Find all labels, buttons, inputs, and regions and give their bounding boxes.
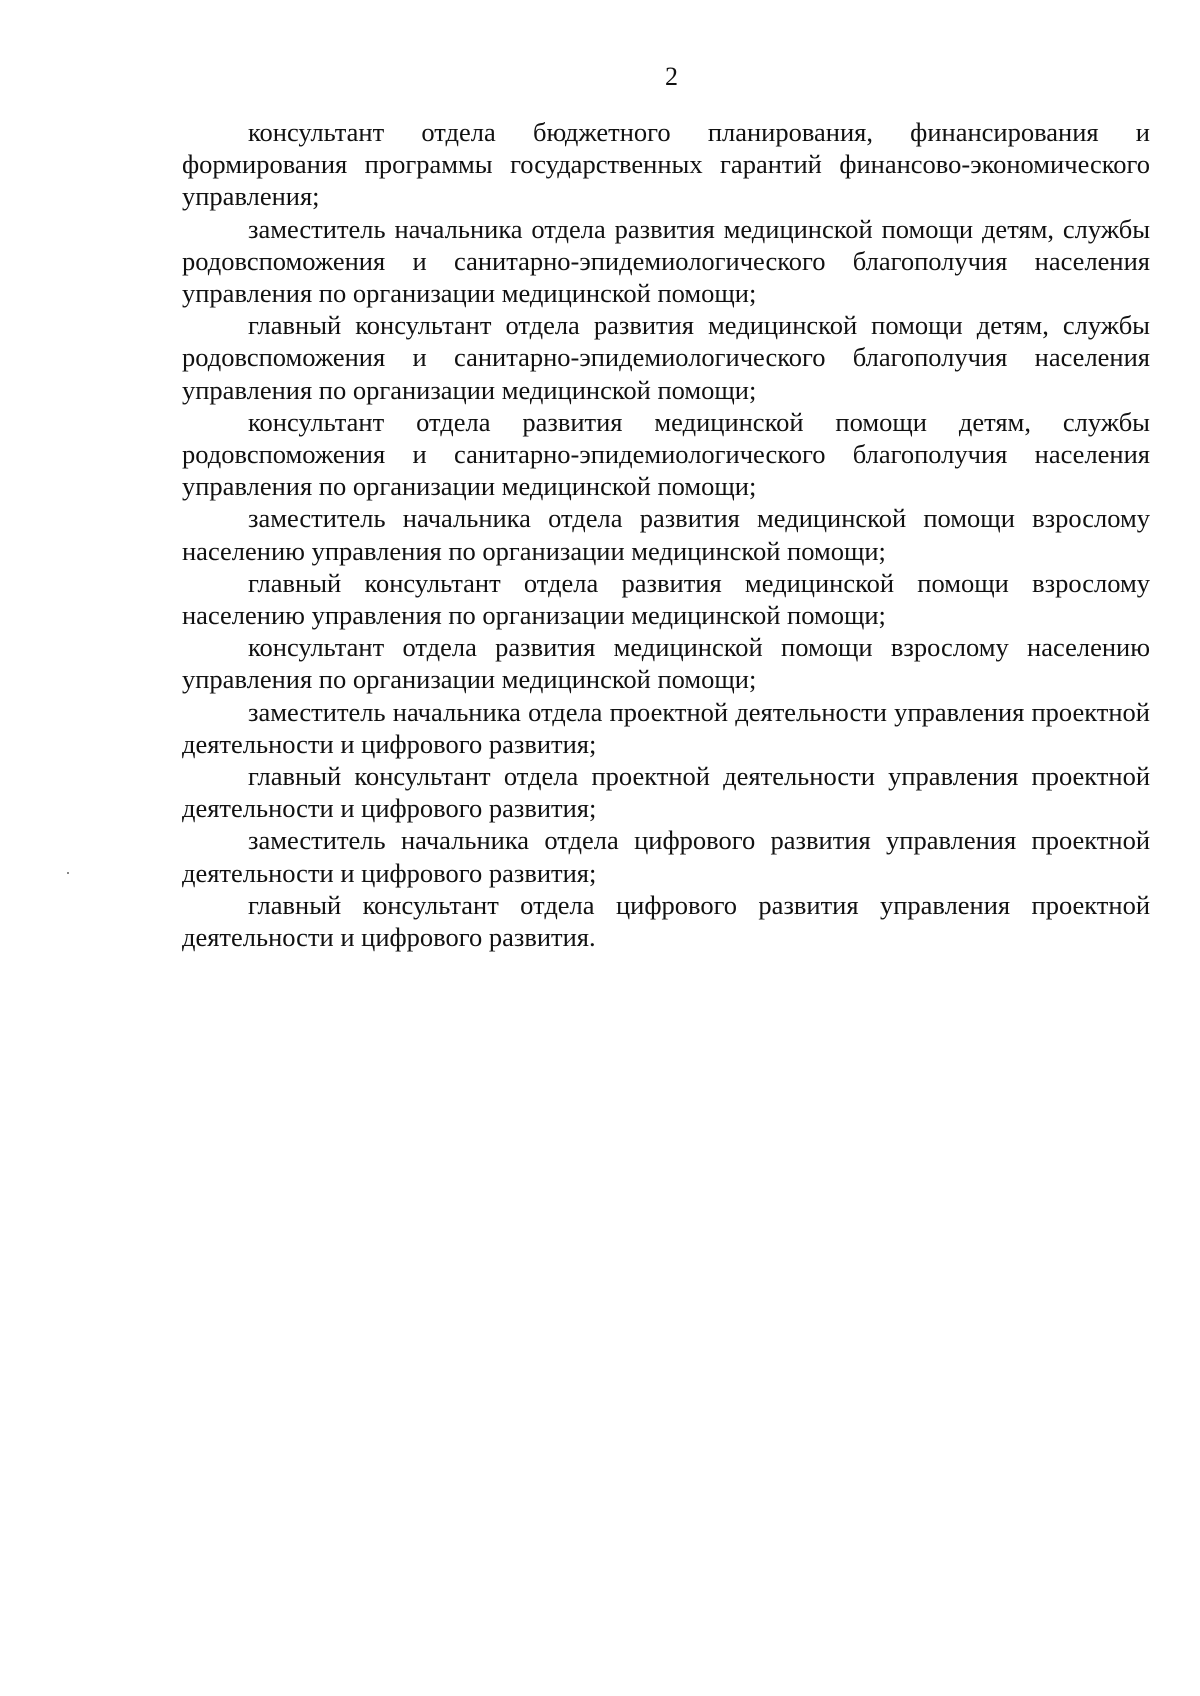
paragraph: консультант отдела развития медицинской помощи детям, службы родовспоможения и санитарно-эпидемиологического благополучия населения управления по организации медицинской помощи; xyxy=(182,406,1150,502)
page-number: 2 xyxy=(665,62,678,91)
scan-speck xyxy=(67,872,69,874)
paragraph: главный консультант отдела цифрового развития управления проектной деятельности и цифрового развития. xyxy=(182,889,1150,953)
paragraph: заместитель начальника отдела проектной деятельности управления проектной деятельности и цифрового развития; xyxy=(182,696,1150,759)
document-body xyxy=(182,116,1150,953)
paragraph: главный консультант отдела проектной деятельности управления проектной деятельности и цифрового развития; xyxy=(182,761,1150,824)
paragraph: заместитель начальника отдела развития медицинской помощи детям, службы родовспоможения и санитарно-эпидемиологического благополучия населения управления по организации медицинской помощи; xyxy=(182,213,1150,309)
paragraph: консультант отдела развития медицинской помощи взрослому населению управления по организации медицинской помощи; xyxy=(182,632,1150,695)
paragraph: главный консультант отдела развития медицинской помощи детям, службы родовспоможения и санитарно-эпидемиологического благополучия населения управления по организации медицинской помощи; xyxy=(182,310,1150,405)
paragraph: главный консультант отдела развития медицинской помощи взрослому населению управления по организации медицинской помощи; xyxy=(182,567,1150,631)
paragraph: заместитель начальника отдела развития медицинской помощи взрослому населению управления по организации медицинской помощи; xyxy=(182,503,1150,566)
paragraph: консультант отдела бюджетного планирования, финансирования и формирования программы государственных гарантий финансово-экономического управления; xyxy=(182,117,1150,212)
paragraph: заместитель начальника отдела цифрового развития управления проектной деятельности и цифрового развития; xyxy=(182,825,1150,888)
